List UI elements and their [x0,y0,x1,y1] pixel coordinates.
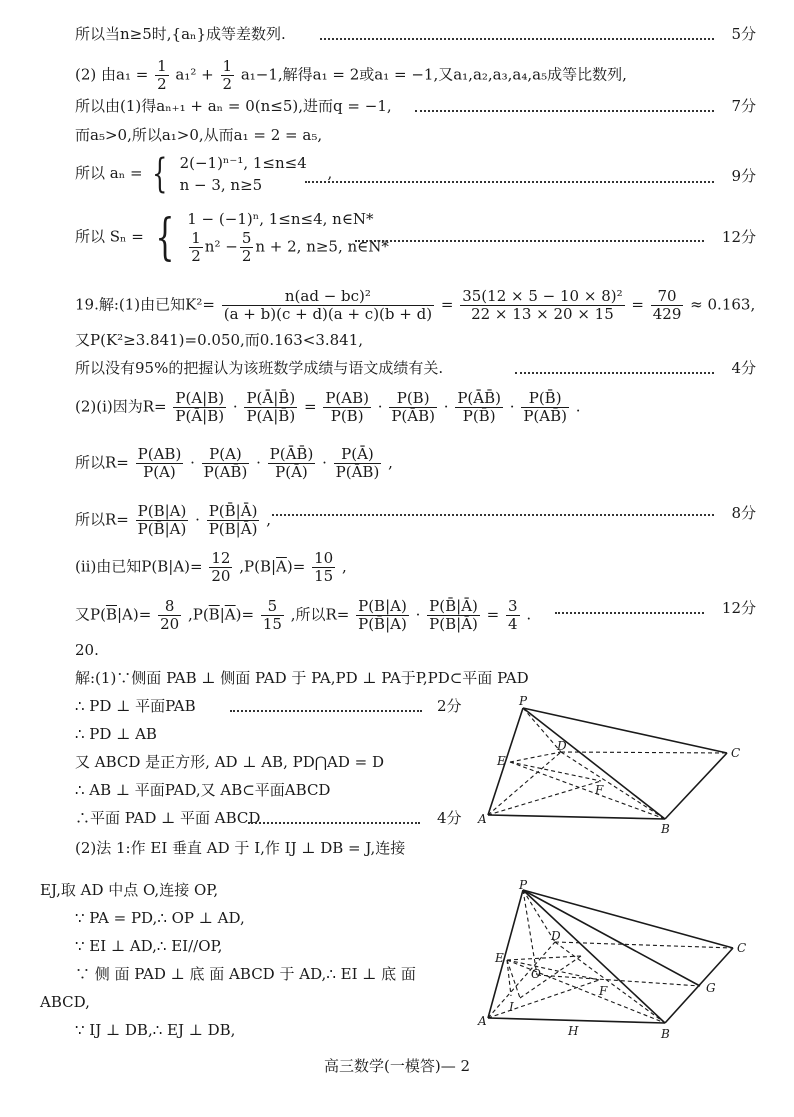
dotted-leader [355,240,704,242]
left-brace: { [155,207,175,266]
page-footer: 高三数学(一模答)— 2 [323,1057,471,1075]
line-planes-perp: ∴平面 PAD ⊥ 平面 ABCD [75,809,261,827]
fraction: $\frac{P(B̄)}{P(AB̄)}$ [523,389,567,425]
score-label: 12分 [721,228,756,246]
score-label: 4分 [731,359,756,377]
dotted-leader [515,372,714,374]
score-label: 2分 [437,697,462,715]
score-label: 5分 [731,25,756,43]
line-20-1-given: 解:(1)∵侧面 PAB ⊥ 侧面 PAD 于 PA,PD ⊥ PA于P,PD⊂平面 PAD [75,669,529,687]
line-r-step2: 所以R= $\frac{P(AB)}{P(A)}$ · $\frac{P(A)}{P(AB̄)}$ · $\frac{P(ĀB̄)}{P(Ā)}$ · $\frac{P(Ā)}{P(ĀB)}$ , [75,445,393,481]
label-O: O [531,967,541,981]
label-B: B [661,1027,670,1041]
label-D: D [551,929,561,943]
label-D: D [557,739,567,753]
line-r-result: 又$P(\overline{B}|A)=$ $\frac{8}{20}$ $,P(\overline{B}|\overline{A})=$ $\frac{5}{15}$ ,所以R= $\frac{P(B|A)}{P(B̄|A)}$ · $\frac{P(B̄|Ā)}{P(B|Ā)}$ = $\frac{3}{4}$ . [75,597,532,633]
fraction: $\frac{\text{35(12 × 5 − 10 × 8)²}}{22 \times 13 \times 20 \times 15}$ [462,287,623,323]
fraction: $\frac{12}{20}$ [211,549,231,585]
label-F: F [595,783,604,797]
line-a5-positive: 而a₅>0,所以a₁>0,从而a₁ = 2 = a₅, [75,126,323,144]
fraction: $\frac{P(ĀB̄)}{P(Ā)}$ [269,445,314,481]
label-C: C [731,746,741,760]
fraction: $\frac{P(ĀB̄)}{P(B̄)}$ [457,389,501,425]
line-ej-perp-db: ∵ IJ ⊥ DB,∴ EJ ⊥ DB, [75,1021,236,1039]
line-solve-a1: (2) 由a₁ = $\frac{1}{2}$ a₁² + $\frac{1}{2}$ a₁−1,解得a₁ = 2或a₁ = −1,又a₁,a₂,a₃,a₄,a₅成等比数列, [75,57,627,93]
fraction: $\frac{P(B|A)}{P(B̄|A)}$ [358,597,407,633]
score-label: 8分 [731,504,756,522]
fraction: $\frac{1}{2}$ [222,57,233,93]
line-sn-piecewise: 所以 Sₙ = { 1 − (−1)ⁿ, 1≤n≤4, n∈N* $\frac{1}{2}$ n² − $\frac{5}{2}$ n + 2, n≥5, n∈N* [75,207,389,266]
line-abcd-square: 又 ABCD 是正方形, AD ⊥ AB, PD⋂AD = D [75,753,385,771]
line-r-step3: 所以R= $\frac{P(B|A)}{P(B̄|A)}$ · $\frac{P(B̄|Ā)}{P(B|Ā)}$ , [75,502,271,538]
dotted-leader [415,110,714,112]
line-given-probabilities: (ii)由已知P(B|A)= $\frac{12}{20}$ $,P(B|\overline{A})=$ $\frac{10}{15}$ , [75,549,347,585]
score-label: 7分 [731,97,756,115]
dotted-leader [305,181,714,183]
label-G: G [706,981,716,995]
dotted-leader [320,38,714,40]
label-E: E [495,951,504,965]
line-r-definition: (2)(i)因为R= $\frac{P(A|B)}{P(Ā|B)}$ · $\frac{P(Ā|B̄)}{P(A|B̄)}$ = $\frac{P(AB)}{P(B)}$ · $\frac{P(B)}{P(ĀB)}$ · $\frac{P(ĀB̄)}{P(B̄)}$ · $\frac{P(B̄)}{P(AB̄)}$ . [75,389,581,425]
line-critical-value: 又P(K²≥3.841)=0.050,而0.163<3.841, [75,331,364,349]
fraction: $\frac{P(B̄|Ā)}{P(B|Ā)}$ [429,597,478,633]
left-brace: { [152,151,168,197]
score-label: 4分 [437,809,462,827]
line-conclusion-95: 所以没有95%的把握认为该班数学成绩与语文成绩有关. [75,359,444,377]
label-C: C [737,941,747,955]
label-B: B [661,822,670,836]
fraction: $\frac{5}{15}$ [262,597,282,633]
fraction: $\frac{\text{n(ad − bc)²}}{(a + b)(c + d)(a + c)(b + d)}$ [223,287,433,323]
label-E: E [497,754,506,768]
fraction: $\frac{P(Ā)}{P(ĀB)}$ [335,445,380,481]
label-A: A [478,1014,487,1028]
line-pd-perp-pab: ∴ PD ⊥ 平面PAB [75,697,196,715]
line-ab-perp-pad: ∴ AB ⊥ 平面PAD,又 AB⊂平面ABCD [75,781,331,799]
score-label: 9分 [731,167,756,185]
line-n-ge-5-arithmetic: 所以当n≥5时,{aₙ}成等差数列. [75,25,286,43]
case-block: 2(−1)ⁿ⁻¹, 1≤n≤4 n − 3, n≥5 [179,154,307,194]
fraction: $\frac{P(AB)}{P(B)}$ [325,389,369,425]
line-midpoint-o: EJ,取 AD 中点 O,连接 OP, [40,881,219,899]
dotted-leader [248,822,420,824]
line-an-piecewise: 所以 aₙ = { 2(−1)ⁿ⁻¹, 1≤n≤4 n − 3, n≥5 , [75,151,333,197]
line-op-perp-ad: ∵ PA = PD,∴ OP ⊥ AD, [75,909,245,927]
label-A: A [478,812,487,826]
fraction: $\frac{P(AB)}{P(A)}$ [137,445,182,481]
fraction: $\frac{P(Ā|B̄)}{P(A|B̄)}$ [246,389,296,425]
label-P: P [519,880,528,892]
question-20-number: 20. [75,641,99,659]
fraction: $\frac{1}{2}$ [157,57,167,93]
label-P: P [519,695,528,708]
dotted-leader [230,710,422,712]
fraction: $\frac{1}{2}$ [191,229,201,265]
line-ratio-q: 所以由(1)得aₙ₊₁ + aₙ = 0(n≤5),进而q = −1, [75,97,392,115]
pyramid-figure-2 [475,880,755,1045]
label-F: F [599,984,608,998]
line-pd-perp-ab: ∴ PD ⊥ AB [75,725,157,743]
fraction: $\frac{3}{4}$ [508,597,518,633]
line-abcd: ABCD, [40,993,90,1011]
line-method-1: (2)法 1:作 EI 垂直 AD 于 I,作 IJ ⊥ DB = J,连接 [75,839,406,857]
label-I: I [509,1000,514,1014]
dotted-leader [272,514,714,516]
fraction: $\frac{P(A|B)}{P(Ā|B)}$ [175,389,225,425]
fraction: $\frac{P(B̄|Ā)}{P(B|Ā)}$ [208,502,258,538]
pyramid-figure-1 [475,695,755,840]
case-block: 1 − (−1)ⁿ, 1≤n≤4, n∈N* $\frac{1}{2}$ n² − $\frac{5}{2}$ n + 2, n≥5, n∈N* [187,210,389,265]
fraction: $\frac{70}{429}$ [652,287,682,323]
fraction: $\frac{8}{20}$ [160,597,180,633]
line-k-squared: 19.解:(1)由已知K²= $\frac{\text{n(ad − bc)²}}{(a + b)(c + d)(a + c)(b + d)}$ = $\frac{\text{35(12 × 5 − 10 × 8)²}}{22 \times 13 \times 20 \times 15}$ = $\frac{70}{429}$ ≈ 0.163, [75,287,756,323]
score-label: 12分 [721,599,756,617]
line-ei-perp-base: ∵ 侧 面 PAD ⊥ 底 面 ABCD 于 AD,∴ EI ⊥ 底 面 [75,965,416,983]
line-ei-parallel-op: ∵ EI ⊥ AD,∴ EI//OP, [75,937,223,955]
fraction: $\frac{5}{2}$ [241,229,252,265]
fraction: $\frac{P(B)}{P(ĀB)}$ [391,389,435,425]
label-H: H [568,1024,579,1038]
fraction: $\frac{P(B|A)}{P(B̄|A)}$ [137,502,187,538]
dotted-leader [555,612,704,614]
fraction: $\frac{P(A)}{P(AB̄)}$ [203,445,248,481]
fraction: $\frac{10}{15}$ [314,549,334,585]
